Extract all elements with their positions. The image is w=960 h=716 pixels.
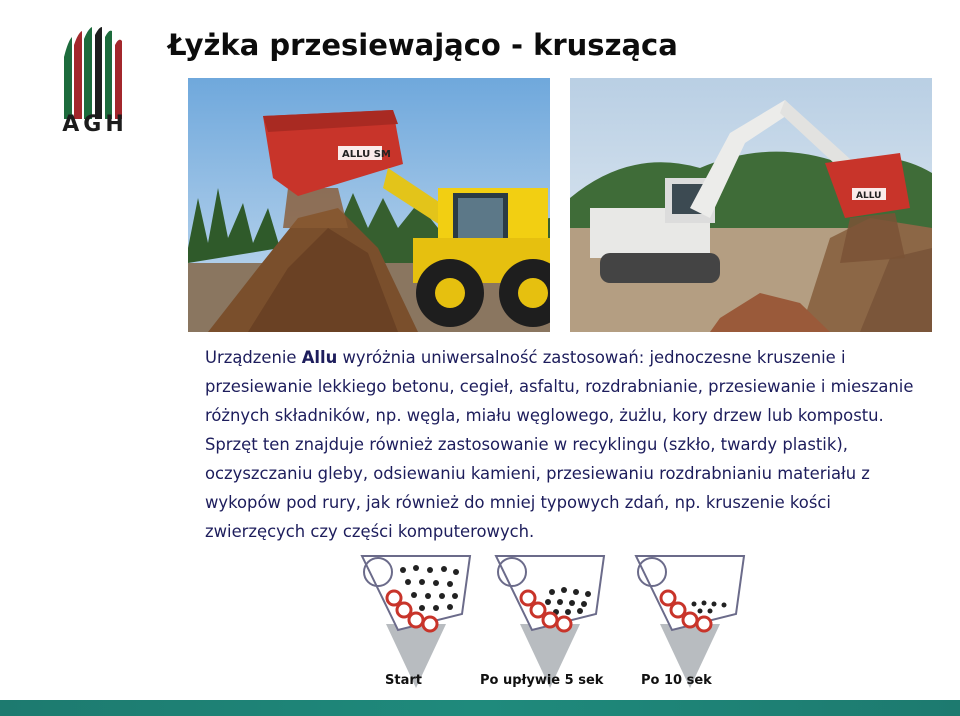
logo-mark-icon [64,27,122,119]
brand-name: Allu [301,348,338,367]
footer-bar [0,700,960,716]
description-rest: wyróżnia uniwersalność zastosowań: jednoczesne kruszenie i przesiewanie lekkiego betonu, cegieł, asfaltu, rozdrabnianie, przesiewanie i mieszanie różnych składników, np. węgla, miału węglowego, żużlu, kory drzew lub kompostu. Sprzęt ten znajduje również zastosowanie w recyklingu (szkło, twardy plastik), oczyszczaniu gleby, odsiewaniu kamieni, przesiewaniu rozdrabnianiu materiału z wykopów pod rury, jak również do mniej typowych zdań, np. kruszenie kości zwierzęcych czy części komputerowych. [205,348,914,541]
bucket-label-right: ALLU [856,191,882,201]
logo-text: AGH [62,112,128,137]
caption-after-10-sec: Po 10 sek [641,673,712,688]
slide-title: Łyżka przesiewająco - krusząca [168,28,678,62]
photo-excavator [570,78,932,332]
description-paragraph [205,343,925,546]
diagram-after-5-sec [492,552,610,688]
caption-after-5-sec: Po upływie 5 sek [480,673,604,688]
bucket-label-left: ALLU SM [342,149,391,160]
photo-wheel-loader [188,78,550,332]
caption-start: Start [385,673,422,688]
diagram-after-10-sec [632,552,750,688]
diagram-start [358,552,476,688]
description-intro: Urządzenie [205,348,302,367]
